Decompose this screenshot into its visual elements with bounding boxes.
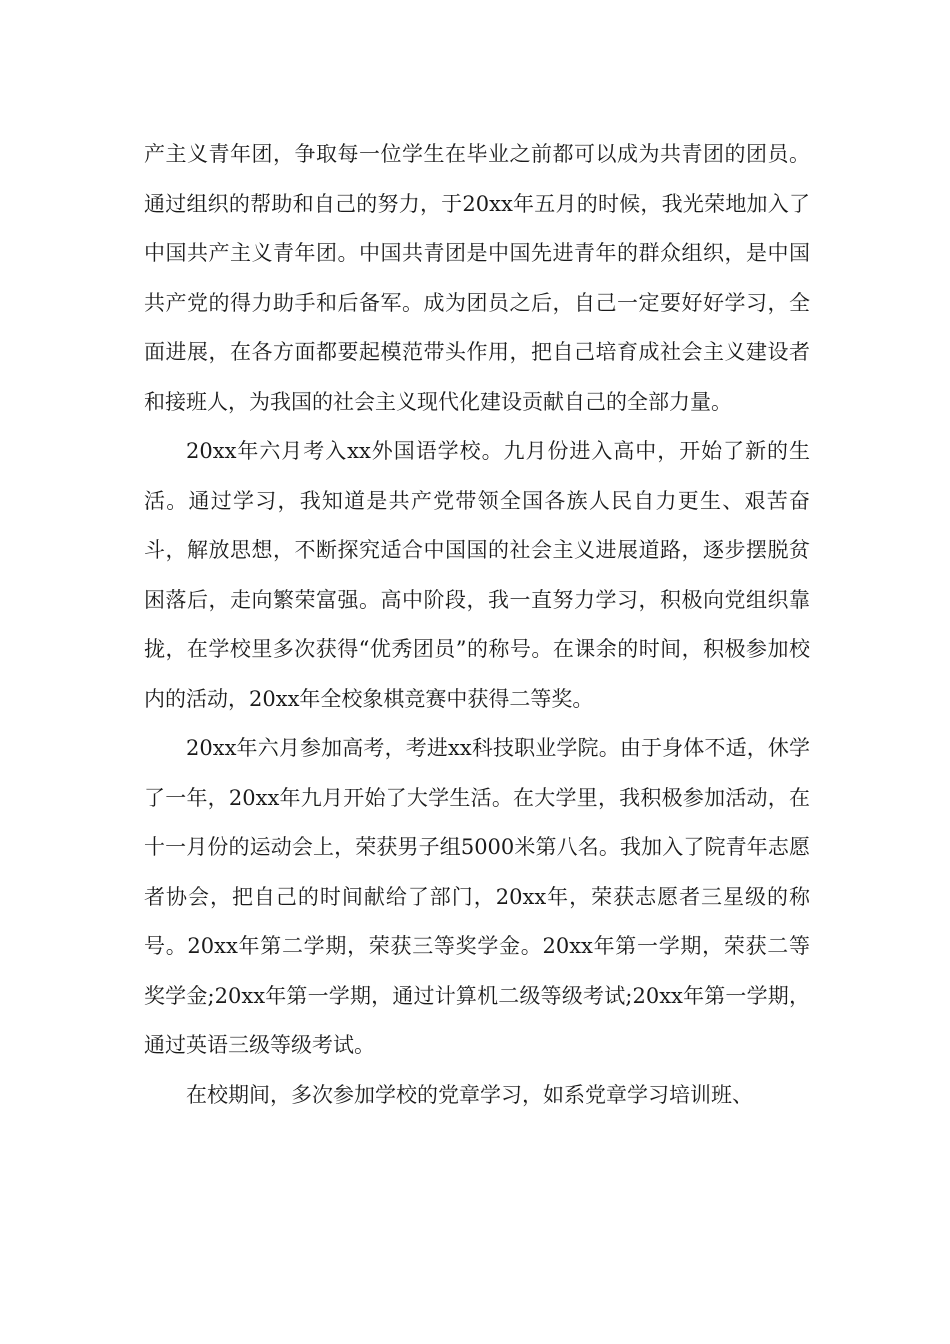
paragraph-3: 20xx年六月参加高考，考进xx科技职业学院。由于身体不适，休学了一年，20xx年九月开始了大学生活。在大学里，我积极参加活动，在十一月份的运动会上，荣获男子组5000米第八名。我加入了院青年志愿者协会，把自己的时间献给了部门，20xx年，荣获志愿者三星级的称号。20xx年第二学期，荣获三等奖学金。20xx年第一学期，荣获二等奖学金;20xx年第一学期，通过计算机二级等级考试;20xx年第一学期，通过英语三级等级考试。 (144, 736, 810, 1057)
paragraph-4: 在校期间，多次参加学校的党章学习，如系党章学习培训班、 (186, 1082, 753, 1107)
paragraph-1: 产主义青年团，争取每一位学生在毕业之前都可以成为共青团的团员。通过组织的帮助和自己的努力，于20xx年五月的时候，我光荣地加入了中国共产主义青年团。中国共青团是中国先进青年的群众组织，是中国共产党的得力助手和后备军。成为团员之后，自己一定要好好学习，全面进展，在各方面都要起模范带头作用，把自己培育成社会主义建设者和接班人，为我国的社会主义现代化建设贡献自己的全部力量。 (144, 142, 810, 414)
paragraph-2: 20xx年六月考入xx外国语学校。九月份进入高中，开始了新的生活。通过学习，我知道是共产党带领全国各族人民自力更生、艰苦奋斗，解放思想，不断探究适合中国国的社会主义进展道路，逐步摆脱贫困落后，走向繁荣富强。高中阶段，我一直努力学习，积极向党组织靠拢，在学校里多次获得“优秀团员”的称号。在课余的时间，积极参加校内的活动，20xx年全校象棋竞赛中获得二等奖。 (144, 439, 810, 711)
document-body (144, 130, 810, 1120)
